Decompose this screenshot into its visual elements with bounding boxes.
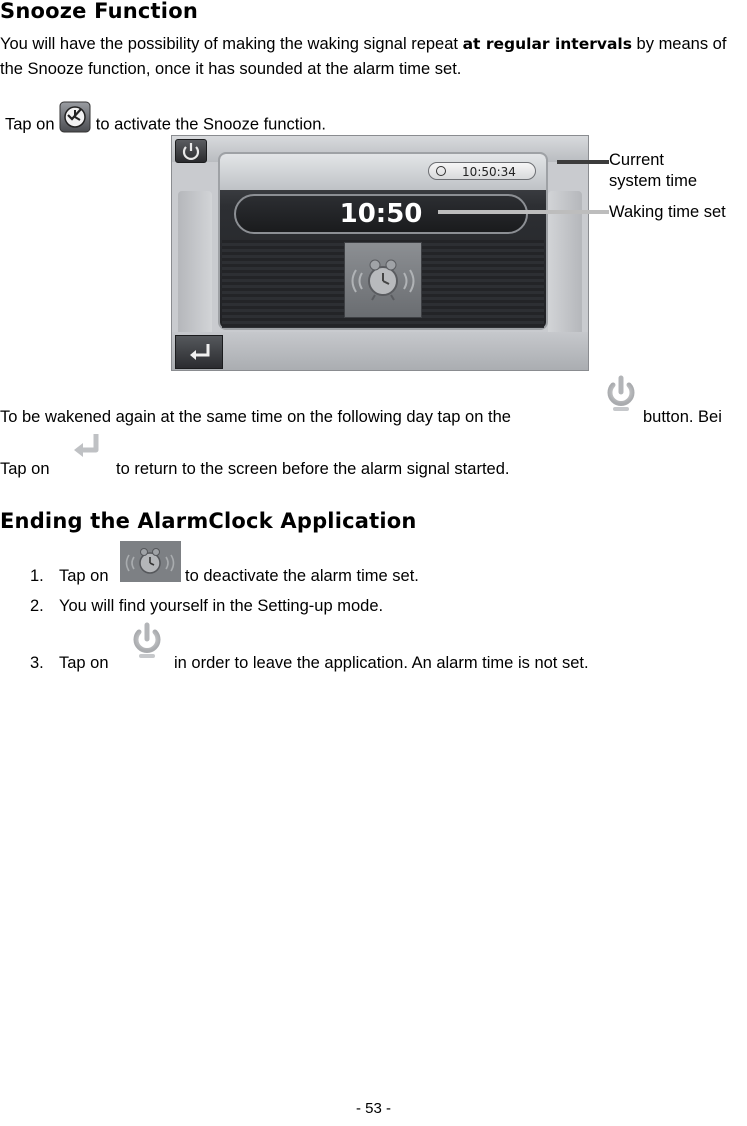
callout-waking-time-set: Waking time set [609, 203, 726, 221]
list-item [30, 564, 109, 589]
device-side-right [548, 191, 582, 351]
system-time-value: 10:50:34 [462, 165, 516, 179]
tap-suffix: to activate the Snooze function. [95, 115, 326, 134]
alarm-panel [218, 152, 548, 330]
step-suffix: to deactivate the alarm time set. [185, 567, 419, 585]
small-clock-icon [436, 166, 446, 176]
next-day-text-end: button. Bei [643, 408, 722, 426]
device-power-button[interactable] [175, 139, 207, 163]
intro-text-start: You will have the possibility of making the waking signal repeat [0, 35, 463, 53]
callout-current-system-time [609, 150, 697, 192]
step-number: 2. [30, 597, 44, 615]
return-suffix: to return to the screen before the alarm signal started. [116, 460, 510, 478]
next-day-text-start: To be wakened again at the same time on the following day tap on the [0, 408, 511, 426]
alarm-clock-icon [120, 541, 181, 586]
callout-line1: Current [609, 151, 665, 169]
alarm-clock-icon [345, 243, 421, 317]
tap-prefix: Tap on [5, 115, 55, 134]
callout-line2: system time [609, 172, 698, 190]
return-arrow-icon [176, 336, 224, 370]
list-item [30, 594, 383, 619]
waking-time-display: 10:50 [234, 194, 528, 234]
step-suffix: in order to leave the application. An alarm time is not set. [174, 654, 589, 672]
section-heading-snooze: Snooze Function [0, 0, 198, 23]
intro-bold: at regular intervals [462, 35, 632, 53]
power-icon [176, 140, 206, 162]
device-alarm-button[interactable] [344, 242, 422, 318]
step-text: You will find yourself in the Setting-up mode. [59, 597, 384, 615]
snooze-intro [0, 32, 747, 82]
intro-text-end: by means of the Snooze function, once it has sounded at the alarm time set. [0, 35, 727, 78]
return-arrow-icon [66, 428, 108, 474]
device-screen [171, 135, 589, 371]
callout-line-waking-time [438, 210, 609, 214]
device-side-left [178, 191, 212, 351]
power-icon [126, 620, 168, 666]
page-number: - 53 - [355, 1100, 391, 1117]
next-day-instruction [0, 405, 511, 430]
step-prefix: Tap on [59, 567, 109, 585]
step-number: 3. [30, 654, 44, 672]
return-prefix: Tap on [0, 460, 50, 478]
system-time-display [428, 162, 536, 180]
power-icon [600, 373, 642, 419]
return-instruction [0, 457, 50, 482]
step-prefix: Tap on [59, 654, 109, 672]
section-heading-ending: Ending the AlarmClock Application [0, 509, 417, 533]
callout-line-system-time [557, 160, 609, 164]
device-bottom-bar [172, 332, 589, 371]
clock-icon [59, 101, 91, 141]
device-back-button[interactable] [175, 335, 223, 369]
list-item [30, 651, 109, 676]
step-number: 1. [30, 567, 44, 585]
